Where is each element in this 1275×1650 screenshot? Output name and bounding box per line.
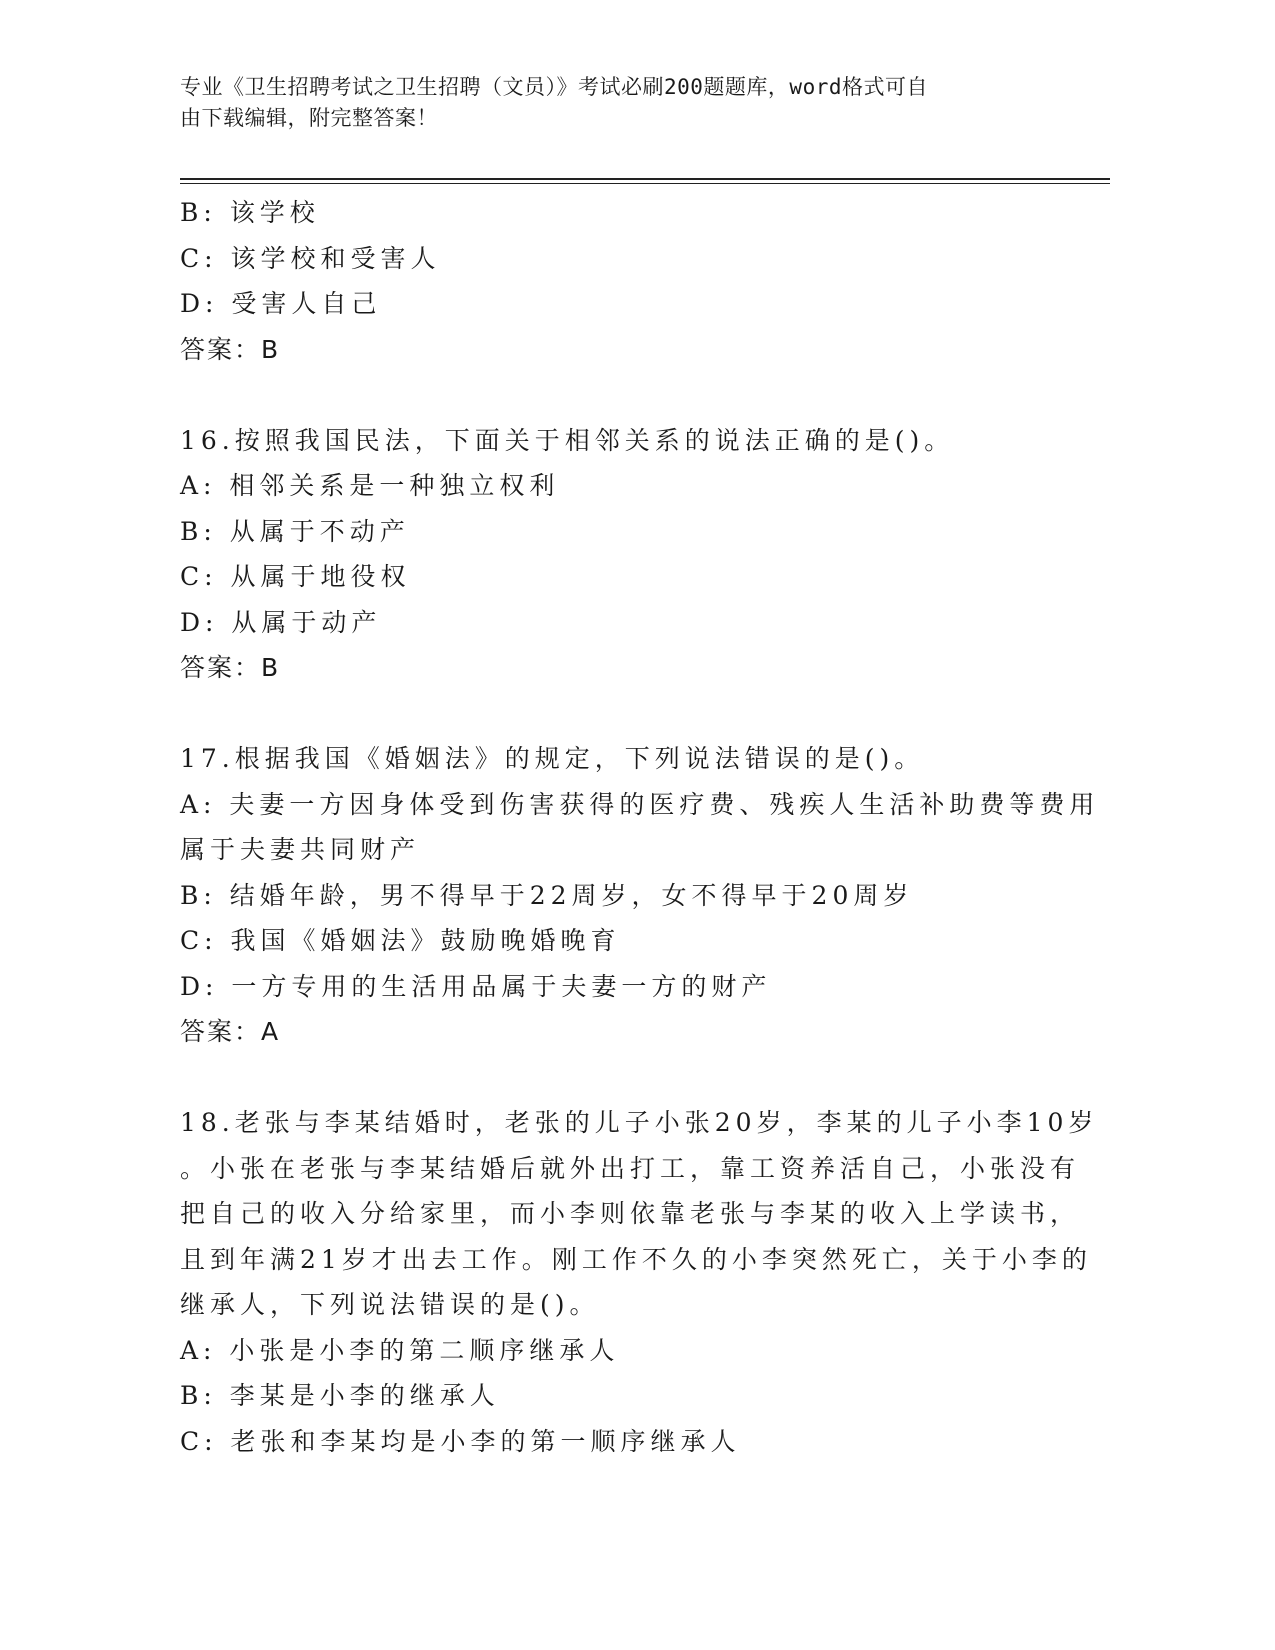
- option-d: D: 从属于动产: [180, 607, 382, 637]
- header-divider-thin: [180, 183, 1110, 184]
- question-stem-line-4: 且到年满21岁才出去工作。刚工作不久的小李突然死亡，关于小李的: [180, 1244, 1092, 1274]
- answer-line: 答案：A: [180, 1017, 281, 1046]
- question-content: [180, 190, 1100, 1464]
- option-a-line-1: A: 夫妻一方因身体受到伤害获得的医疗费、残疾人生活补助费等费用: [180, 789, 1100, 819]
- option-d: D: 一方专用的生活用品属于夫妻一方的财产: [180, 971, 772, 1001]
- option-d: D: 受害人自己: [180, 289, 382, 318]
- spacer: [180, 1055, 1080, 1101]
- question-16: [180, 418, 1080, 691]
- option-a-line-2: 属于夫妻共同财产: [180, 835, 421, 864]
- option-b: B: 李某是小李的继承人: [180, 1381, 500, 1410]
- option-b: B: 结婚年龄，男不得早于22周岁，女不得早于20周岁: [180, 880, 914, 910]
- option-b: B: 该学校: [180, 198, 320, 227]
- option-c: C: 从属于地役权: [180, 562, 411, 591]
- question-17: [180, 736, 1100, 1055]
- answer-line: 答案：B: [180, 653, 281, 682]
- header-line-1: 专业《卫生招聘考试之卫生招聘（文员）》考试必刷200题题库，word格式可自: [180, 75, 928, 99]
- question-stem: 16.按照我国民法，下面关于相邻关系的说法正确的是()。: [180, 425, 955, 455]
- option-c: C: 老张和李某均是小李的第一顺序继承人: [180, 1426, 741, 1456]
- header-line-2: 由下载编辑，附完整答案！: [180, 106, 438, 130]
- option-a: A: 小张是小李的第二顺序继承人: [180, 1335, 620, 1365]
- option-c: C: 我国《婚姻法》鼓励晚婚晚育: [180, 926, 621, 955]
- option-b: B: 从属于不动产: [180, 516, 410, 546]
- question-stem-line-5: 继承人，下列说法错误的是()。: [180, 1290, 600, 1319]
- header-divider-thick: [180, 178, 1110, 180]
- spacer: [180, 372, 1080, 418]
- question-15-tail: [180, 190, 1080, 372]
- question-stem: 17.根据我国《婚姻法》的规定，下列说法错误的是()。: [180, 744, 925, 773]
- spacer: [180, 691, 1080, 737]
- question-stem-line-3: 把自己的收入分给家里，而小李则依靠老张与李某的收入上学读书，: [180, 1199, 1081, 1228]
- question-stem-line-2: 。小张在老张与李某结婚后就外出打工，靠工资养活自己，小张没有: [180, 1153, 1081, 1183]
- question-18: [180, 1100, 1099, 1464]
- option-a: A: 相邻关系是一种独立权利: [180, 471, 560, 500]
- option-c: C: 该学校和受害人: [180, 243, 441, 273]
- question-stem-line-1: 18.老张与李某结婚时，老张的儿子小张20岁，李某的儿子小李10岁: [180, 1108, 1099, 1137]
- document-header: [180, 72, 1060, 134]
- answer-line: 答案：B: [180, 334, 281, 364]
